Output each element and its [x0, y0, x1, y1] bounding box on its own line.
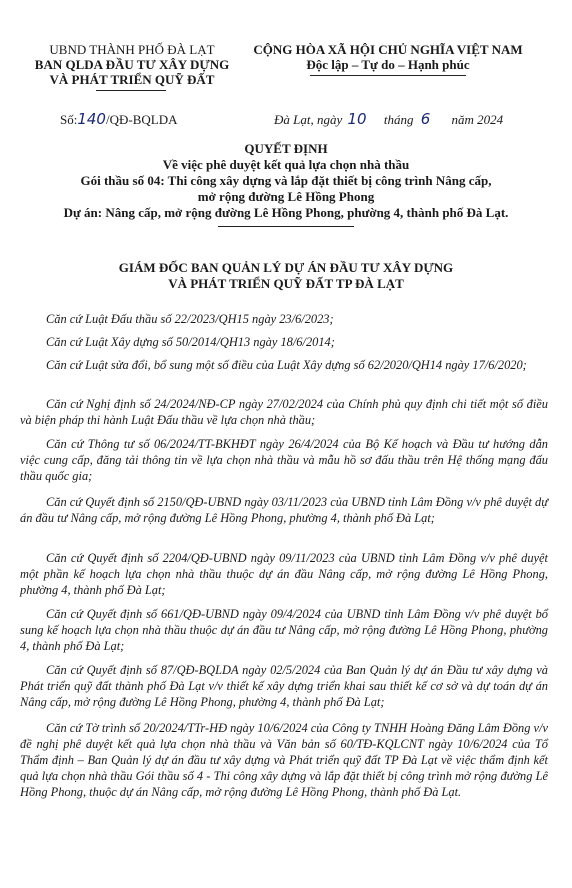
document-date	[274, 110, 503, 128]
basis-paragraph-2: Căn cứ Luật Xây dựng số 50/2014/QH13 ngày 18/6/2014;	[46, 335, 335, 349]
number-suffix: /QĐ-BQLDA	[105, 112, 178, 127]
issuer-line-3: VÀ PHÁT TRIỂN QUỸ ĐẤT	[49, 72, 215, 87]
basis-paragraph-7: Căn cứ Quyết định số 2204/QĐ-UBND ngày 09/11/2023 của UBND tỉnh Lâm Đồng v/v phê duyệt một phần kế hoạch lựa chọn nhà thầu thuộc dự án đầu Nâng cấp, mở rộng đường Lê Hồng Phong, phường 4, thành phố Đà Lạt;	[20, 551, 548, 597]
number-handwritten: 140	[77, 110, 106, 128]
date-month: 6	[420, 110, 431, 128]
national-header	[238, 42, 538, 72]
decision-subject: Về việc phê duyệt kết quả lựa chọn nhà thầu	[162, 157, 410, 172]
authority-line-1: GIÁM ĐỐC BAN QUẢN LÝ DỰ ÁN ĐẦU TƯ XÂY DỰNG	[118, 260, 454, 275]
authority-heading	[0, 260, 572, 292]
date-place: Đà Lạt, ngày	[274, 112, 343, 127]
decision-title: QUYẾT ĐỊNH	[244, 141, 328, 156]
basis-paragraph-6: Căn cứ Quyết định số 2150/QĐ-UBND ngày 03/11/2023 của UBND tỉnh Lâm Đồng v/v phê duyệt dự án đầu tư Nâng cấp, mở rộng đường Lê Hồng Phong, phường 4, thành phố Đà Lạt;	[20, 495, 548, 525]
document-number	[60, 110, 177, 128]
issuer-underline	[96, 90, 166, 91]
basis-paragraph-8: Căn cứ Quyết định số 661/QĐ-UBND ngày 09/4/2024 của UBND tỉnh Lâm Đồng v/v phê duyệt bổ sung kế hoạch lựa chọn nhà thầu thuộc dự án đầu tư Nâng cấp, mở rộng đường Lê Hồng Phong, phường 4, thành phố Đà Lạt;	[20, 607, 548, 653]
basis-paragraph-9: Căn cứ Quyết định số 87/QĐ-BQLDA ngày 02/5/2024 của Ban Quản lý dự án Đầu tư xây dựng và Phát triển quỹ đất thành phố Đà Lạt v/v thiết kế xây dựng triển khai sau thiết kế cơ sở và dự toán dự án Nâng cấp, mở rộng đường Lê Hồng Phong, phường 4, thành phố Đà Lạt;	[20, 663, 548, 709]
title-underline	[218, 226, 354, 227]
decision-package-cont: mở rộng đường Lê Hồng Phong	[197, 189, 375, 204]
basis-paragraph-10: Căn cứ Tờ trình số 20/2024/TTr-HĐ ngày 10/6/2024 của Công ty TNHH Hoàng Đăng Lâm Đồng v/v đề nghị phê duyệt kết quả lựa chọn nhà thầu và Văn bản số 60/TĐ-KQLCNT ngày 10/6/2024 của Tổ Thẩm định – Ban Quản lý dự án đầu tư xây dựng và Phát triển quỹ đất TP Đà Lạt về việc thẩm định kết quả lựa chọn nhà thầu Gói thầu số 4 - Thi công xây dựng và lắp đặt thiết bị công trình mở rộng đường Lê Hồng Phong, thuộc dự án Nâng cấp, mở rộng đường Lê Hồng Phong, thành phố Đà Lạt.	[20, 721, 548, 799]
national-name: CỘNG HÒA XÃ HỘI CHỦ NGHĨA VIỆT NAM	[253, 42, 523, 57]
decision-project: Dự án: Nâng cấp, mở rộng đường Lê Hồng Phong, phường 4, thành phố Đà Lạt.	[63, 205, 509, 220]
motto-underline	[310, 75, 466, 76]
authority-line-2: VÀ PHÁT TRIỂN QUỸ ĐẤT TP ĐÀ LẠT	[168, 276, 404, 291]
decision-block	[0, 141, 572, 221]
basis-paragraph-1: Căn cứ Luật Đấu thầu số 22/2023/QH15 ngày 23/6/2023;	[46, 312, 334, 326]
date-year: năm 2024	[451, 112, 504, 127]
issuer-line-1: UBND THÀNH PHỐ ĐÀ LẠT	[49, 42, 215, 57]
issuer-block	[22, 42, 242, 87]
basis-paragraph-5: Căn cứ Thông tư số 06/2024/TT-BKHĐT ngày 26/4/2024 của Bộ Kế hoạch và Đầu tư hướng dẫn việc cung cấp, đăng tải thông tin về lựa chọn nhà thầu và mẫu hồ sơ đấu thầu trên Hệ thống mạng đấu thầu quốc gia;	[20, 437, 548, 483]
date-day: 10	[347, 110, 367, 128]
date-month-label: tháng	[383, 112, 414, 127]
basis-paragraph-4: Căn cứ Nghị định số 24/2024/NĐ-CP ngày 27/02/2024 của Chính phủ quy định chi tiết một số điều và biện pháp thi hành Luật Đấu thầu về lựa chọn nhà thầu;	[20, 397, 548, 427]
number-prefix: Số:	[60, 112, 78, 127]
national-motto: Độc lập – Tự do – Hạnh phúc	[306, 57, 470, 72]
decision-package: Gói thầu số 04: Thi công xây dựng và lắp đặt thiết bị công trình Nâng cấp,	[80, 173, 492, 188]
basis-paragraph-3: Căn cứ Luật sửa đổi, bổ sung một số điều của Luật Xây dựng số 62/2020/QH14 ngày 17/6/2020;	[46, 358, 527, 372]
issuer-line-2: BAN QLDA ĐẦU TƯ XÂY DỰNG	[34, 57, 230, 72]
